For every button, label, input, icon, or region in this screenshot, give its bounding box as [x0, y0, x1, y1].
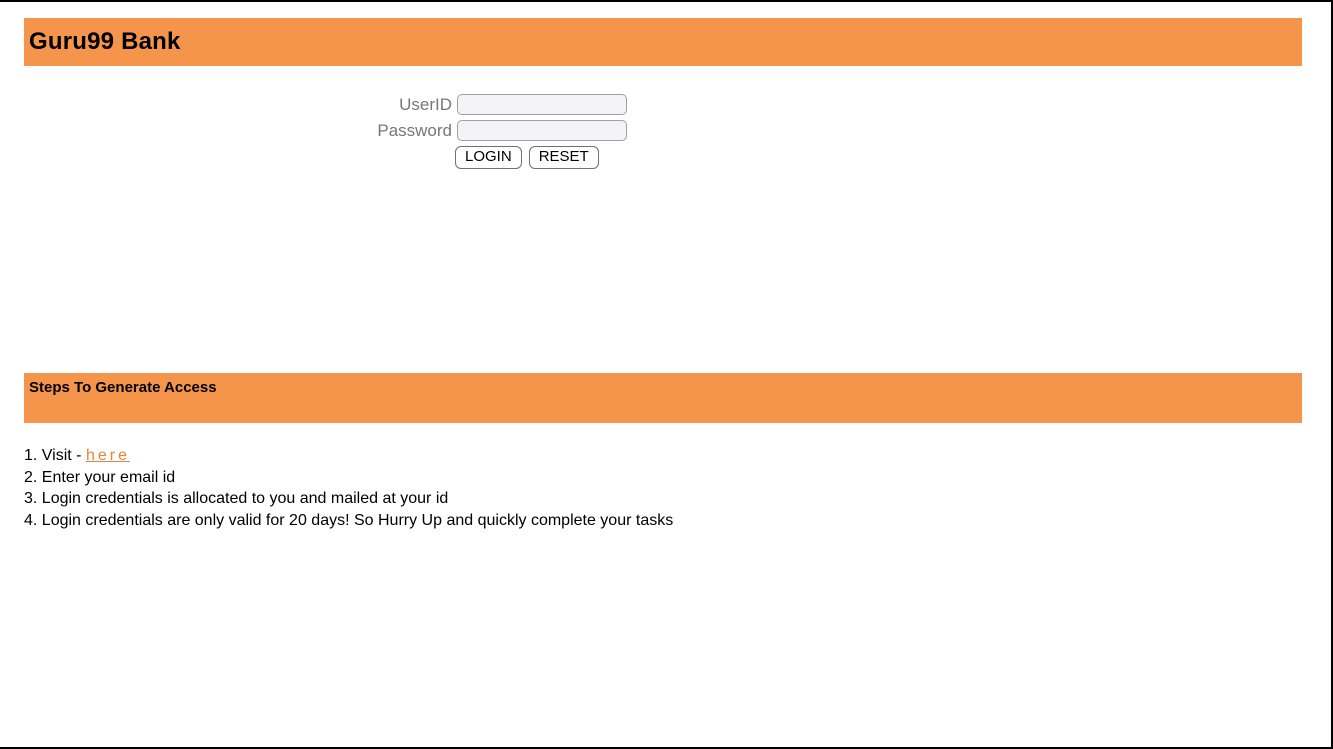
step-number: 1. [24, 447, 38, 464]
login-button-row [0, 146, 1333, 169]
list-item [24, 445, 1302, 467]
reset-button[interactable]: RESET [529, 146, 599, 169]
userid-row [0, 94, 1333, 115]
step-text: Login credentials is allocated to you and mailed at your id [41, 490, 449, 507]
login-form [0, 94, 1333, 169]
here-link[interactable]: here [85, 447, 130, 464]
list-item [24, 510, 1302, 532]
password-input[interactable] [457, 120, 627, 141]
step-number: 2. [24, 468, 38, 486]
list-item [24, 467, 1302, 489]
password-row [0, 120, 1333, 141]
steps-section-banner [24, 373, 1302, 423]
password-label: Password [377, 120, 452, 140]
page-title: Guru99 Bank [29, 28, 181, 55]
userid-label: UserID [399, 94, 452, 114]
login-button[interactable]: LOGIN [455, 146, 522, 169]
steps-list [24, 445, 1302, 531]
step-number: 3. [24, 490, 38, 507]
step-text: Visit - [41, 447, 82, 464]
site-header-banner [24, 18, 1302, 66]
step-text: Enter your email id [41, 468, 176, 486]
steps-section-title: Steps To Generate Access [29, 379, 217, 396]
step-text: Login credentials are only valid for 20 days! So Hurry Up and quickly complete your tasks [41, 511, 674, 529]
step-number: 4. [24, 511, 38, 529]
list-item [24, 488, 1302, 510]
userid-input[interactable] [457, 94, 627, 115]
